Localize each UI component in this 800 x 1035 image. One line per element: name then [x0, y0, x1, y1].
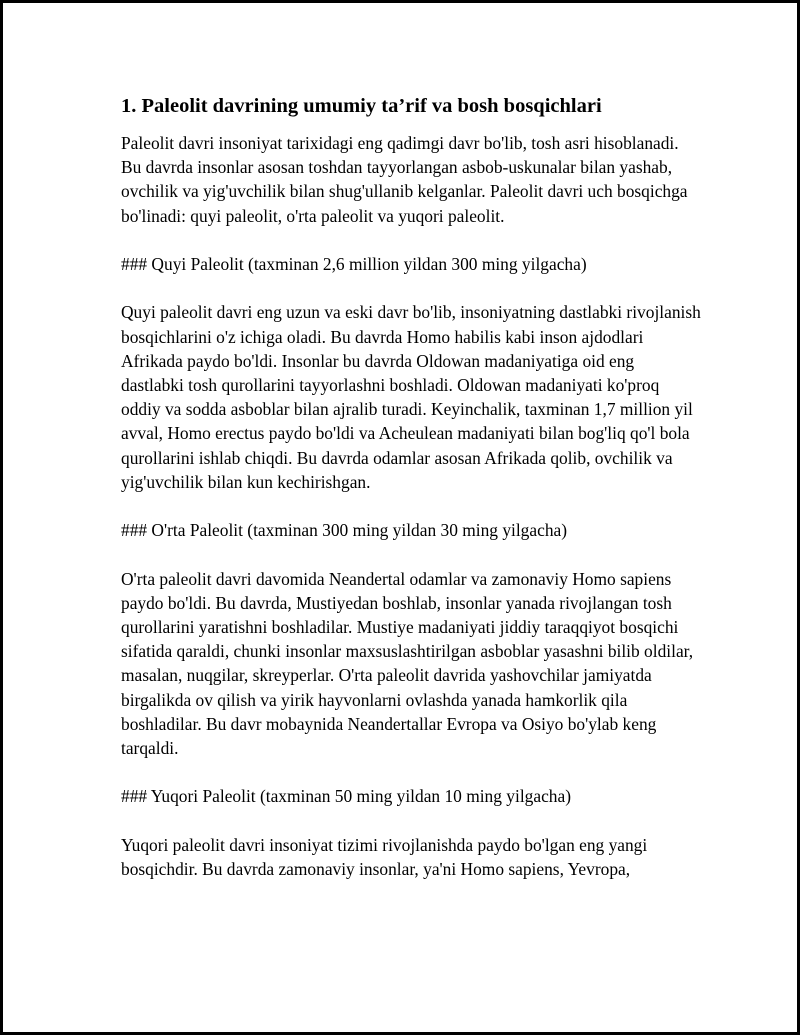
lower-paleolithic-heading: ### Quyi Paleolit (taxminan 2,6 million yildan 300 ming yilgacha)	[121, 254, 587, 274]
upper-paleolithic-paragraph: Yuqori paleolit davri insoniyat tizimi rivojlanishda paydo bo'lgan eng yangi bosqichdir. Bu davrda zamonaviy insonlar, ya'ni Homo sapiens, Yevropa,	[121, 834, 648, 879]
lower-paleolithic-paragraph: Quyi paleolit davri eng uzun va eski davr bo'lib, insoniyatning dastlabki rivojlanish bosqichlarini o'z ichiga oladi. Bu davrda Homo habilis kabi inson ajdodlari Afrikada paydo bo'ldi. Insonlar bu davrda Oldowan madaniyatiga oid eng dastlabki tosh qurollarini tayyorlashni boshladi. Oldowan madaniyati ko'proq oddiy va sodda asboblar bilan ajralib turadi. Keyinchalik, taxminan 1,7 million yil avval, Homo erectus paydo bo'ldi va Acheulean madaniyati bilan bog'liq qo'l bola qurollarini ishlab chiqdi. Bu davrda odamlar asosan Afrikada qolib, ovchilik va yig'uvchilik bilan kun kechirishgan.	[121, 302, 701, 492]
document-body	[121, 91, 701, 905]
document-title: 1. Paleolit davrining umumiy ta’rif va bosh bosqichlari	[121, 95, 602, 117]
middle-paleolithic-heading: ### O'rta Paleolit (taxminan 300 ming yildan 30 ming yilgacha)	[121, 520, 568, 541]
upper-paleolithic-heading: ### Yuqori Paleolit (taxminan 50 ming yildan 10 ming yilgacha)	[121, 786, 571, 807]
intro-paragraph: Paleolit davri insoniyat tarixidagi eng qadimgi davr bo'lib, tosh asri hisoblanadi. Bu davrda insonlar asosan toshdan tayyorlangan asbob-uskunalar bilan yashab, ovchilik va yig'uvchilik bilan shug'ullanib kelganlar. Paleolit davri uch bosqichga bo'linadi: quyi paleolit, o'rta paleolit va yuqori paleolit.	[121, 133, 688, 226]
middle-paleolithic-paragraph: O'rta paleolit davri davomida Neandertal odamlar va zamonaviy Homo sapiens paydo bo'ldi. Bu davrda, Mustiyedan boshlab, insonlar yanada rivojlangan tosh qurollarini yaratishni boshladilar. Mustiye madaniyati jiddiy taraqqiyot bosqichi sifatida qaraldi, chunki insonlar maxsuslashtirilgan asboblar yasashni bilib oldilar, masalan, nuqgilar, skreyperlar. O'rta paleolit davrida yashovchilar jamiyatda birgalikda ov qilish va yirik hayvonlarni ovlashda yanada hamkorlik qila boshladilar. Bu davr mobaynida Neandertallar Evropa va Osiyo bo'ylab keng tarqaldi.	[121, 568, 694, 759]
